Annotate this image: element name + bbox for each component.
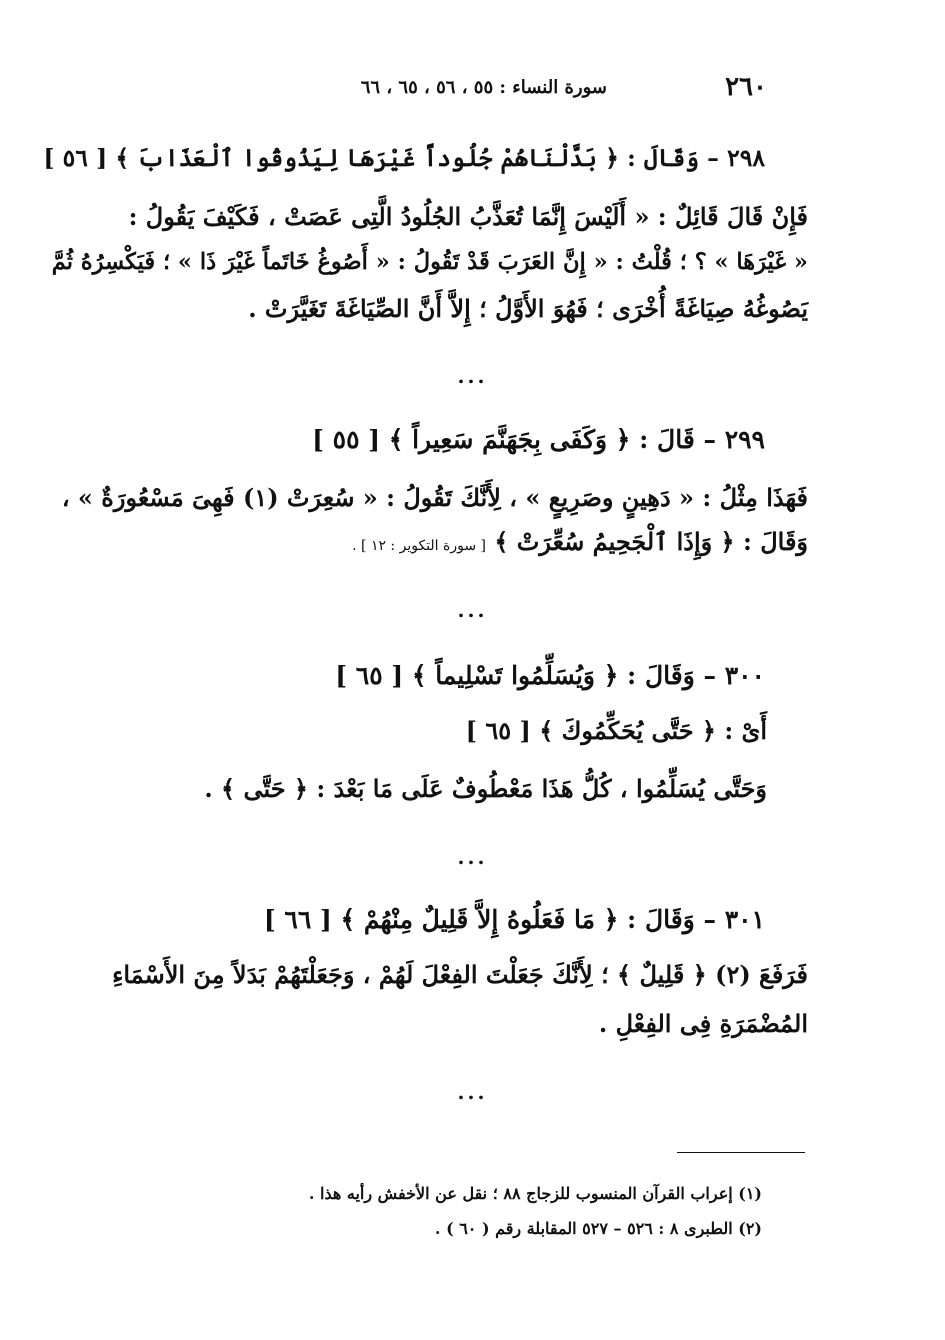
footnote-rule bbox=[677, 1152, 805, 1153]
entry-298-line-1: فَإِنْ قَالَ قَائِلٌ : « أَلَيْسَ إِنَّمَا تُعَذَّبُ الجُلُودُ الَّتِى عَصَتْ ، فَكَيْفَ يَقُولُ : bbox=[128, 202, 808, 231]
entry-298-line-3: يَصُوغُهُ صِيَاغَةً أُخْرَى ؛ فَهُوَ الأَوَّلُ ؛ إِلاَّ أَنَّ الصِّيَاغَةَ تَغَيَّرَتْ . bbox=[248, 294, 808, 323]
entry-299-line-1: فَهَذَا مِثْلُ : « دَهِينٍ وصَرِيعٍ » ، لِأَنَّكَ تَقُولُ : « سُعِرَتْ (١) فَهِىَ مَسْعُورَةٌ » ، bbox=[61, 483, 808, 512]
section-separator: ... bbox=[457, 845, 488, 869]
section-separator: ... bbox=[457, 364, 488, 388]
footnote-1: (١) إعراب القرآن المنسوب للزجاج ٨٨ ؛ نقل عن الأخفش رأيه هذا . bbox=[308, 1184, 762, 1203]
entry-298-line-2: « غَيْرَهَا » ؟ ؛ قُلْتُ : « إِنَّ العَرَبَ قَدْ تَقُولُ : « أَصُوغُ خَاتَماً غَيْرَ ذَا » ؛ فَيَكْسِرُهُ ثُمَّ bbox=[51, 249, 808, 275]
section-separator: ... bbox=[457, 598, 488, 622]
running-header-title: سورة النساء : ٥٥ ، ٥٦ ، ٦٥ ، ٦٦ bbox=[360, 77, 607, 98]
entry-heading-301: ٣٠١ – وَقَالَ : ﴿ مَا فَعَلُوهُ إِلاَّ قَلِيلٌ مِنْهُمْ ﴾ [ ٦٦ ] bbox=[263, 905, 765, 934]
page-number: ٢٦٠ bbox=[725, 72, 767, 102]
surah-reference: [ سورة التكوير : ١٢ ] . bbox=[352, 538, 486, 554]
entry-heading-300: ٣٠٠ – وَقَالَ : ﴿ وَيُسَلِّمُوا تَسْلِيماً ﴾ [ ٦٥ ] bbox=[335, 661, 765, 690]
entry-301-line-1: فَرَفَعَ (٢) ﴿ قَلِيلٌ ﴾ ؛ لِأَنَّكَ جَعَلْتَ الفِعْلَ لَهُمْ ، وَجَعَلْتَهُمْ بَدَلاً مِنَ الأَسْمَاءِ bbox=[112, 960, 808, 989]
entry-heading-299: ٢٩٩ – قَالَ : ﴿ وَكَفَى بِجَهَنَّمَ سَعِيراً ﴾ [ ٥٥ ] bbox=[312, 425, 765, 454]
entry-299-line-2-text: وَقَالَ : ﴿ وَإِذَا ٱلْجَحِيمُ سُعِّرَتْ ﴾ bbox=[494, 527, 808, 556]
entry-301-line-2: المُضْمَرَةِ فِى الفِعْلِ . bbox=[598, 1009, 808, 1038]
entry-300-line-1: أَىْ : ﴿ حَتَّى يُحَكِّمُوكَ ﴾ [ ٦٥ ] bbox=[465, 716, 767, 745]
section-separator: ... bbox=[457, 1080, 488, 1104]
footnote-2: (٢) الطبرى ٨ : ٥٢٦ – ٥٢٧ المقابلة رقم ( ٦٠ ) . bbox=[434, 1219, 762, 1238]
entry-300-line-2: وَحَتَّى يُسَلِّمُوا ، كُلُّ هَذَا مَعْطُوفٌ عَلَى مَا بَعْدَ : ﴿ حَتَّى ﴾ . bbox=[204, 774, 767, 803]
entry-heading-298: ٢٩٨ – وَقَالَ : ﴿ بَدَّلْنَاهُمْ جُلُوداً غَيْرَهَا لِيَذُوقُوا ٱلْعَذَابَ ﴾ [ ٥٦ ] bbox=[43, 144, 765, 172]
entry-299-line-2 bbox=[352, 528, 808, 557]
